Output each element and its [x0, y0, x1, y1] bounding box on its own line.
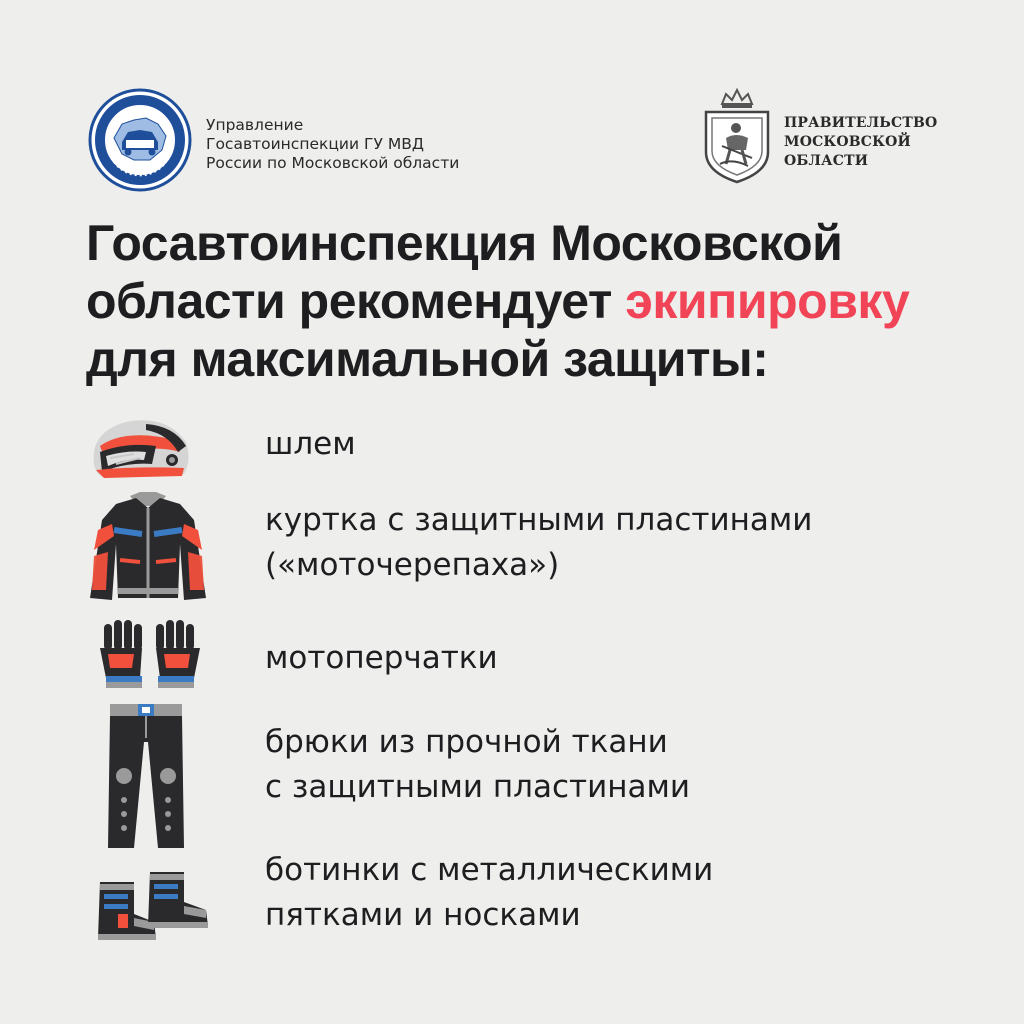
item-text-line: пятками и носками	[265, 897, 581, 933]
list-item-helmet	[86, 410, 966, 480]
org-line: МОСКОВСКОЙ	[784, 134, 911, 150]
government-org-name	[784, 114, 937, 171]
traffic-police-org-name	[206, 116, 459, 173]
item-text	[265, 848, 713, 938]
org-line: ПРАВИТЕЛЬСТВО	[784, 115, 938, 131]
item-text: шлем	[265, 426, 356, 462]
headline-line-1: Госавтоинспекция Московской	[86, 215, 843, 271]
list-item-gloves	[86, 618, 966, 692]
list-item-jacket	[86, 490, 966, 602]
jacket-icon	[86, 490, 210, 602]
headline-line-2-text: области рекомендует	[86, 273, 626, 329]
headline	[86, 214, 986, 388]
list-item-pants	[86, 702, 966, 850]
coat-of-arms-icon	[702, 88, 772, 184]
header	[88, 88, 948, 188]
item-text	[265, 498, 812, 588]
org-line: Госавтоинспекции ГУ МВД	[206, 135, 424, 153]
boots-icon	[94, 864, 214, 944]
org-line: ОБЛАСТИ	[784, 153, 869, 169]
item-text-line: («моточерепаха»)	[265, 547, 560, 583]
gloves-icon	[96, 618, 204, 692]
headline-line-3: для максимальной защиты:	[86, 331, 769, 387]
list-item-boots	[86, 852, 966, 944]
org-line: России по Московской области	[206, 154, 460, 172]
item-text	[265, 720, 690, 810]
headline-line-2	[86, 272, 986, 330]
item-text-line: с защитными пластинами	[265, 769, 691, 805]
pants-icon	[106, 702, 186, 850]
item-text-line: куртка с защитными пластинами	[265, 502, 813, 538]
traffic-police-emblem-icon	[88, 88, 192, 192]
item-text-line: ботинки с металлическими	[265, 852, 714, 888]
headline-accent: экипировку	[625, 273, 910, 329]
item-text-line: брюки из прочной ткани	[265, 724, 668, 760]
helmet-icon	[86, 412, 196, 482]
item-text: мотоперчатки	[265, 640, 498, 676]
org-line: Управление	[206, 116, 304, 134]
